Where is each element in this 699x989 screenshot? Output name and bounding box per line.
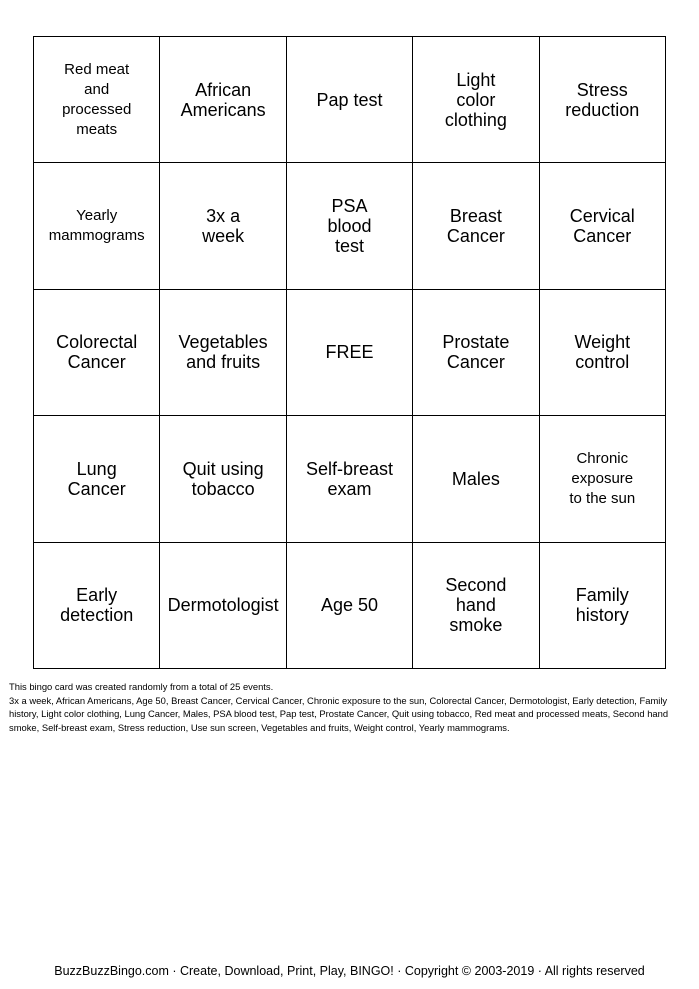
- bingo-cell-line: smoke: [449, 615, 503, 636]
- bingo-cell: [413, 290, 539, 416]
- bingo-cell-text: [325, 342, 373, 362]
- bingo-cell-line: Pap test: [316, 89, 383, 110]
- bingo-cell-text: [570, 206, 635, 246]
- bingo-cell-line: Weight: [574, 332, 631, 353]
- bingo-cell-line: week: [202, 226, 245, 247]
- bingo-cell-line: and fruits: [186, 352, 261, 373]
- bingo-cell-line: PSA: [331, 196, 368, 217]
- bingo-cell-text: [60, 585, 133, 625]
- bingo-cell-line: meats: [76, 120, 118, 138]
- bingo-cell-line: Vegetables: [178, 332, 268, 353]
- bingo-cell: [160, 416, 286, 542]
- bingo-cell-line: detection: [60, 605, 134, 626]
- bingo-cell-text: [183, 459, 264, 499]
- bingo-cell: [287, 543, 413, 669]
- card-note-events-list: 3x a week, African Americans, Age 50, Breast Cancer, Cervical Cancer, Chronic exposure to the sun, Colorectal Cancer, Dermotologist, Early detection, Family history, Light color clothing, Lung Cancer, Males, PSA blood test, Pap test, Prostate Cancer, Quit using tobacco, Red meat and processed meats, Second hand smoke, Self-breast exam, Stress reduction, Use sun screen, Vegetables and fruits, Weight control, Yearly mammograms.: [9, 694, 669, 733]
- bingo-cell-text: [445, 70, 507, 130]
- bingo-cell-line: mammograms: [48, 227, 145, 245]
- bingo-cell-line: Colorectal: [56, 332, 138, 353]
- bingo-cell: [34, 543, 160, 669]
- bingo-cell-line: reduction: [565, 99, 640, 120]
- bingo-cell-line: Cancer: [446, 352, 505, 373]
- bingo-cell-line: Light: [456, 69, 496, 90]
- bingo-cell: [34, 416, 160, 542]
- bingo-cell: [160, 290, 286, 416]
- bingo-cell: [287, 163, 413, 289]
- bingo-cell-line: African: [195, 79, 252, 100]
- bingo-cell-line: control: [575, 352, 630, 373]
- bingo-cell-line: Yearly: [76, 207, 118, 225]
- bingo-cell-text: [62, 60, 131, 140]
- bingo-cell-line: Cancer: [67, 352, 126, 373]
- bingo-cell-line: Family: [575, 585, 629, 606]
- bingo-cell-line: Prostate: [442, 332, 510, 353]
- bingo-cell-text: [452, 469, 500, 489]
- bingo-cell-text: [179, 332, 268, 372]
- bingo-cell: [160, 37, 286, 163]
- bingo-cell-line: Americans: [180, 99, 266, 120]
- bingo-cell-line: 3x a: [206, 206, 241, 227]
- bingo-cell-text: [576, 585, 629, 625]
- bingo-cell-text: [49, 206, 145, 246]
- bingo-cell-line: exam: [327, 478, 372, 499]
- bingo-cell: [540, 290, 666, 416]
- bingo-cell: [413, 416, 539, 542]
- card-note: [9, 680, 691, 734]
- bingo-cell-text: [181, 80, 266, 120]
- bingo-cell-line: hand: [455, 595, 496, 616]
- bingo-cell-line: Cancer: [67, 478, 126, 499]
- bingo-cell-line: Males: [451, 468, 500, 489]
- bingo-cell-free: [287, 290, 413, 416]
- bingo-card-grid: [33, 36, 666, 669]
- bingo-cell-line: processed: [62, 100, 132, 118]
- bingo-cell: [160, 163, 286, 289]
- footer-copyright: BuzzBuzzBingo.com · Create, Download, Print, Play, BINGO! · Copyright © 2003-2019 · All rights reserved: [54, 964, 645, 978]
- bingo-cell-text: [56, 332, 137, 372]
- bingo-cell-line: history: [575, 605, 629, 626]
- bingo-cell-line: Cancer: [446, 226, 505, 247]
- bingo-cell-text: [574, 332, 630, 372]
- bingo-cell: [34, 37, 160, 163]
- bingo-cell-text: [316, 90, 382, 110]
- bingo-cell-line: Dermotologist: [167, 595, 279, 616]
- bingo-cell: [540, 543, 666, 669]
- bingo-cell-line: Quit using: [182, 458, 264, 479]
- bingo-cell-line: to the sun: [569, 489, 636, 507]
- bingo-cell-line: Cervical: [569, 206, 635, 227]
- bingo-cell-text: [68, 459, 126, 499]
- bingo-cell-line: test: [334, 236, 364, 257]
- bingo-cell: [160, 543, 286, 669]
- bingo-cell-line: Red meat: [64, 60, 130, 78]
- bingo-cell-text: [445, 575, 506, 635]
- bingo-cell-line: Breast: [449, 206, 502, 227]
- bingo-cell-text: [447, 206, 505, 246]
- bingo-cell: [34, 290, 160, 416]
- bingo-cell-line: FREE: [325, 342, 374, 363]
- bingo-cell-line: and: [84, 80, 110, 98]
- bingo-cell: [413, 543, 539, 669]
- bingo-cell-line: color: [456, 89, 496, 110]
- bingo-cell-line: clothing: [444, 109, 507, 130]
- bingo-cell: [287, 37, 413, 163]
- bingo-cell-line: blood: [327, 216, 372, 237]
- bingo-cell-line: Cancer: [573, 226, 632, 247]
- bingo-cell-line: Lung: [76, 458, 117, 479]
- bingo-cell-text: [306, 459, 393, 499]
- bingo-cell-text: [565, 80, 639, 120]
- bingo-cell-line: tobacco: [191, 478, 255, 499]
- bingo-cell-line: Early: [76, 585, 118, 606]
- bingo-cell-text: [168, 595, 279, 615]
- bingo-cell-line: exposure: [571, 469, 634, 487]
- bingo-cell-text: [442, 332, 509, 372]
- bingo-cell-text: [327, 196, 371, 256]
- bingo-cell-text: [202, 206, 244, 246]
- bingo-cell-line: Second: [445, 575, 507, 596]
- bingo-cell-line: Age 50: [320, 595, 379, 616]
- bingo-cell: [287, 416, 413, 542]
- bingo-cell-line: Self-breast: [305, 458, 394, 479]
- bingo-cell-text: [321, 595, 378, 615]
- card-note-intro: This bingo card was created randomly from a total of 25 events.: [9, 681, 274, 692]
- bingo-cell: [34, 163, 160, 289]
- bingo-cell: [413, 37, 539, 163]
- bingo-cell: [540, 37, 666, 163]
- bingo-cell-line: Chronic: [576, 449, 629, 467]
- bingo-cell-text: [569, 449, 635, 509]
- bingo-cell: [413, 163, 539, 289]
- bingo-cell: [540, 416, 666, 542]
- bingo-cell: [540, 163, 666, 289]
- bingo-cell-line: Stress: [576, 79, 628, 100]
